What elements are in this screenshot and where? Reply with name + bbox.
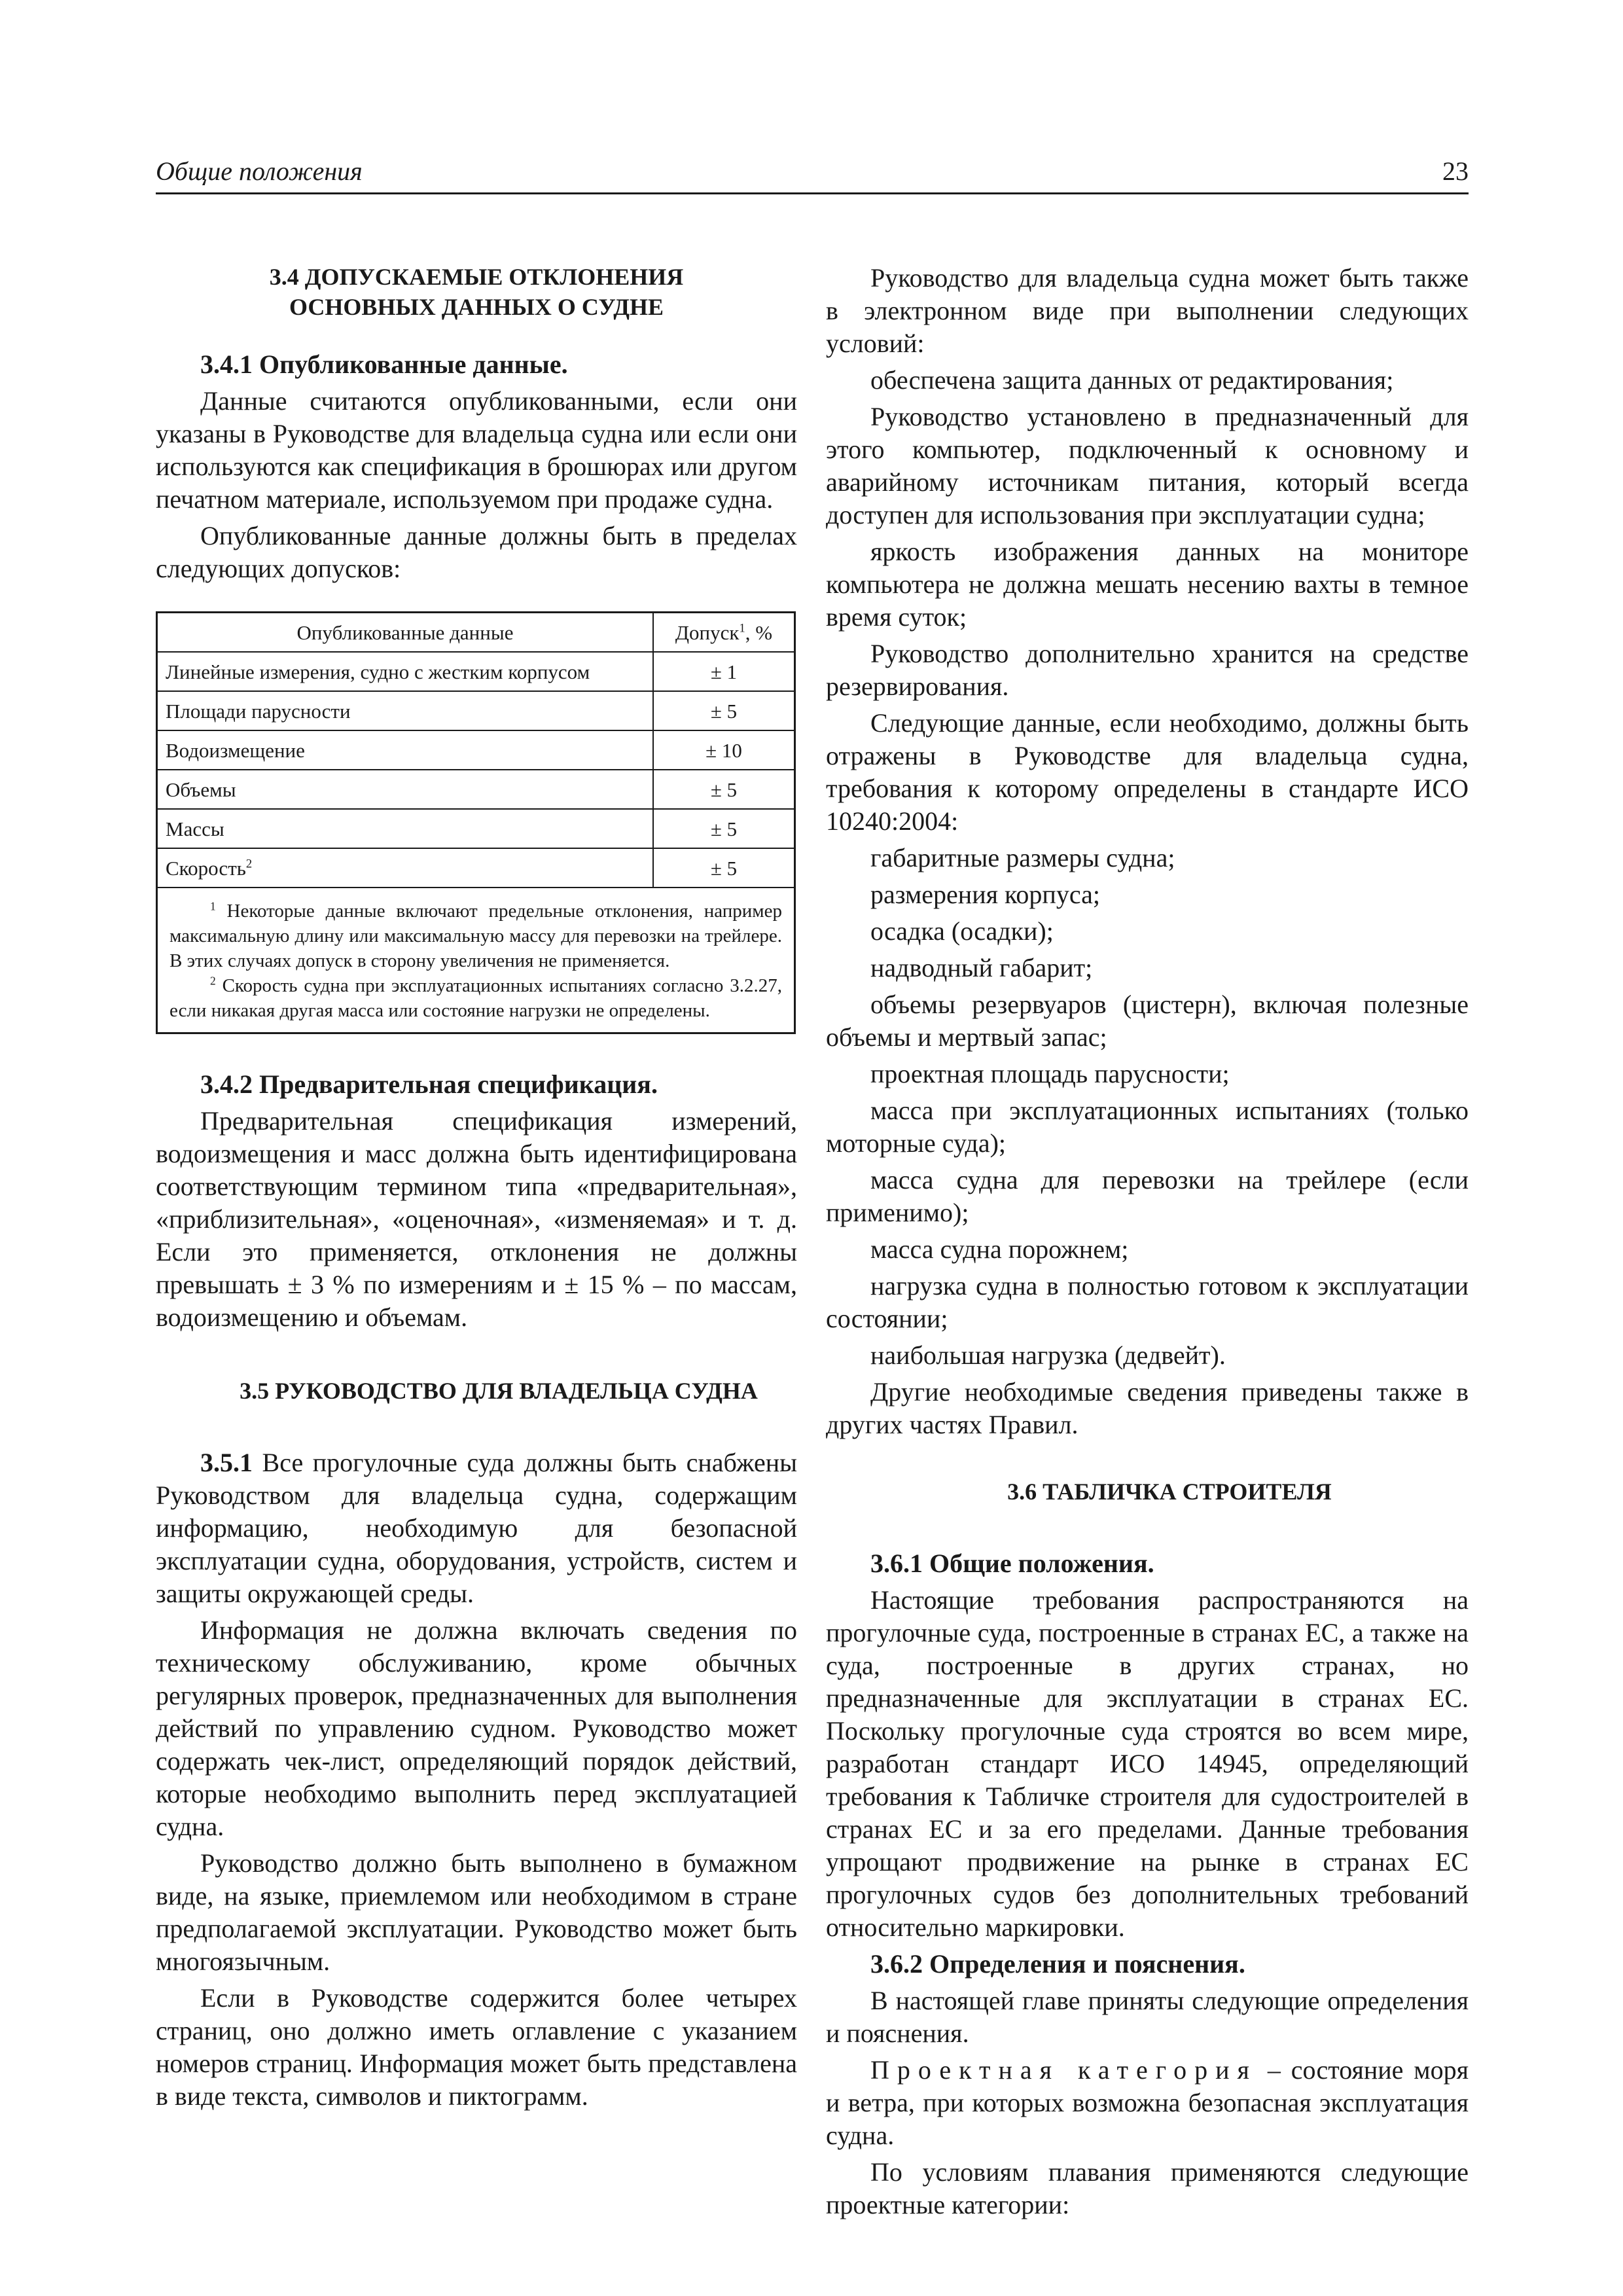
list-item: масса при эксплуатационных испытаниях (только моторные суда);: [826, 1096, 1469, 1158]
table-cell: [157, 730, 654, 770]
left-column: [156, 262, 797, 2117]
clause-text: Все прогулочные суда должны быть снабжены Руководством для владельца судна, содержащим информацию, необходимую для безопасной эксплуатации судна, оборудования, устройств, систем и защиты окружающей среды.: [156, 1448, 797, 1608]
table-cell: [157, 809, 654, 848]
clause-number: 3.5.1: [200, 1448, 253, 1477]
table-cell: ± 5: [653, 691, 795, 730]
list-item: размерения корпуса;: [870, 880, 1100, 909]
list-item: масса судна для перевозки на трейлере (если применимо);: [826, 1165, 1469, 1227]
section-3-4-title-line2: ОСНОВНЫХ ДАННЫХ О СУДНЕ: [289, 294, 664, 320]
heading-3-4-2: 3.4.2 Предварительная спецификация.: [200, 1069, 658, 1099]
tolerance-table: [156, 611, 796, 1034]
footnote-ref: 1: [739, 621, 745, 636]
paragraph: Руководство установлено в предназначенный для этого компьютер, подключенный к основному и аварийному источникам питания, который всегда доступен для использования при эксплуатации судна;: [826, 402, 1469, 529]
defined-term: Проектная категория: [870, 2055, 1257, 2085]
heading-3-6-1: 3.6.1 Общие положения.: [870, 1549, 1154, 1578]
row-label: Массы: [166, 817, 224, 840]
table-header-cell: Опубликованные данные: [157, 613, 654, 653]
row-label: Водоизмещение: [166, 739, 305, 762]
paragraph: Другие необходимые сведения приведены также в других частях Правил.: [826, 1377, 1469, 1439]
footnote-2: [169, 973, 782, 1023]
list-item: надводный габарит;: [870, 953, 1093, 982]
paragraph: По условиям плавания применяются следующие проектные категории:: [826, 2157, 1469, 2219]
table-row: [157, 691, 795, 730]
paragraph: Настоящие требования распространяются на прогулочные суда, построенные в странах ЕС, а также на суда, построенные в других странах, но предназначенные для эксплуатации в странах ЕС. Поскольку прогулочные суда строятся во всем мире, разработан стандарт ИСО 14945, определяющий требования к Табличке строителя для судостроителей в странах ЕС и за его пределами. Данные требования упрощают продвижение на рынке в странах ЕС прогулочных судов без дополнительных требований относительно маркировки.: [826, 1585, 1469, 1942]
footnote-text: Некоторые данные включают предельные отклонения, например максимальную длину или максимальную массу для перевозки на трейлере. В этих случаях допуск в сторону увеличения не применяется.: [169, 901, 782, 971]
header-rule: [156, 192, 1469, 194]
table-cell: ± 10: [653, 730, 795, 770]
list-item: объемы резервуаров (цистерн), включая полезные объемы и мертвый запас;: [826, 990, 1469, 1052]
footnote-marker: 1: [210, 899, 216, 913]
definition-text: – состояние моря и ветра, при которых возможна безопасная эксплуатация судна.: [826, 2055, 1469, 2150]
table-cell: [157, 652, 654, 691]
row-label: Объемы: [166, 778, 236, 801]
table-header-row: [157, 613, 795, 653]
paragraph: Руководство должно быть выполнено в бумажном виде, на языке, приемлемом или необходимом в стране предполагаемой эксплуатации. Руководство может быть многоязычным.: [156, 1848, 797, 1976]
list-item: нагрузка судна в полностью готовом к эксплуатации состоянии;: [826, 1271, 1469, 1333]
table-row: [157, 809, 795, 848]
paragraph: Руководство дополнительно хранится на средстве резервирования.: [826, 639, 1469, 701]
section-3-4-title-line1: 3.4 ДОПУСКАЕМЫЕ ОТКЛОНЕНИЯ: [269, 264, 684, 290]
paragraph: Предварительная спецификация измерений, водоизмещения и масс должна быть идентифицирована соответствующим термином типа «предварительная», «приблизительная», «оценочная», «изменяемая» и т. д. Если это применяется, отклонения не должны превышать ± 3 % по измерениям и ± 15 % – по массам, водоизмещению и объемам.: [156, 1106, 797, 1332]
list-item: масса судна порожнем;: [870, 1234, 1129, 1264]
paragraph: В настоящей главе приняты следующие определения и пояснения.: [826, 1986, 1469, 2048]
footnote-text: Скорость судна при эксплуатационных испытаниях согласно 3.2.27, если никакая другая масса или состояние нагрузки не определены.: [169, 975, 782, 1021]
table-cell: ± 5: [653, 770, 795, 809]
paragraph: Опубликованные данные должны быть в пределах следующих допусков:: [156, 521, 797, 583]
table-cell: [157, 770, 654, 809]
paragraph: обеспечена защита данных от редактирования;: [870, 365, 1394, 395]
section-3-6-title: 3.6 ТАБЛИЧКА СТРОИТЕЛЯ: [1007, 1479, 1332, 1505]
paragraph: яркость изображения данных на мониторе компьютера не должна мешать несению вахты в темное время суток;: [826, 537, 1469, 632]
table-notes: [157, 888, 795, 1033]
header-label: Допуск: [675, 621, 740, 644]
paragraph: Данные считаются опубликованными, если они указаны в Руководстве для владельца судна или если они используются как спецификация в брошюрах или другом печатном материале, используемом при продаже судна.: [156, 386, 797, 514]
running-header-title: Общие положения: [156, 156, 363, 186]
table-cell: ± 5: [653, 848, 795, 888]
list-item: наибольшая нагрузка (дедвейт).: [870, 1340, 1226, 1370]
footnote-marker: 2: [210, 974, 216, 988]
list-item: проектная площадь парусности;: [870, 1059, 1230, 1088]
paragraph: Информация не должна включать сведения по техническому обслуживанию, кроме обычных регулярных проверок, предназначенных для выполнения действий по управлению судном. Руководство может содержать чек-лист, определяющий порядок действий, которые необходимо выполнить перед эксплуатацией судна.: [156, 1615, 797, 1841]
table-cell: [157, 848, 654, 888]
table-header-cell: [653, 613, 795, 653]
paragraph: Руководство для владельца судна может быть также в электронном виде при выполнении следующих условий:: [826, 263, 1469, 358]
table-cell: ± 1: [653, 652, 795, 691]
table-notes-row: [157, 888, 795, 1033]
header-unit: , %: [745, 621, 773, 644]
row-label: Линейные измерения, судно с жестким корпусом: [166, 660, 590, 683]
heading-3-4-1: 3.4.1 Опубликованные данные.: [200, 350, 568, 379]
table-row: [157, 652, 795, 691]
definition-paragraph: [826, 2054, 1469, 2152]
table-row: [157, 848, 795, 888]
table-row: [157, 770, 795, 809]
table-row: [157, 730, 795, 770]
table-cell: [157, 691, 654, 730]
footnote-ref: 2: [245, 857, 253, 871]
row-label: Скорость: [166, 857, 246, 880]
footnote-1: [169, 899, 782, 973]
paragraph: Если в Руководстве содержится более четырех страниц, оно должно иметь оглавление с указанием номеров страниц. Информация может быть представлена в виде текста, символов и пиктограмм.: [156, 1983, 797, 2111]
paragraph: Следующие данные, если необходимо, должны быть отражены в Руководстве для владельца судна, требования к которому определены в стандарте ИСО 10240:2004:: [826, 708, 1469, 836]
heading-3-6-2: 3.6.2 Определения и пояснения.: [870, 1949, 1245, 1979]
right-column: [826, 262, 1469, 2225]
section-3-5-title: 3.5 РУКОВОДСТВО ДЛЯ ВЛАДЕЛЬЦА СУДНА: [240, 1378, 758, 1404]
page-number: 23: [1442, 156, 1469, 186]
table-cell: ± 5: [653, 809, 795, 848]
list-item: осадка (осадки);: [870, 916, 1054, 946]
list-item: габаритные размеры судна;: [870, 843, 1175, 872]
paragraph-3-5-1: [156, 1446, 797, 1610]
section-3-4-title: [156, 262, 797, 322]
row-label: Площади парусности: [166, 700, 351, 723]
